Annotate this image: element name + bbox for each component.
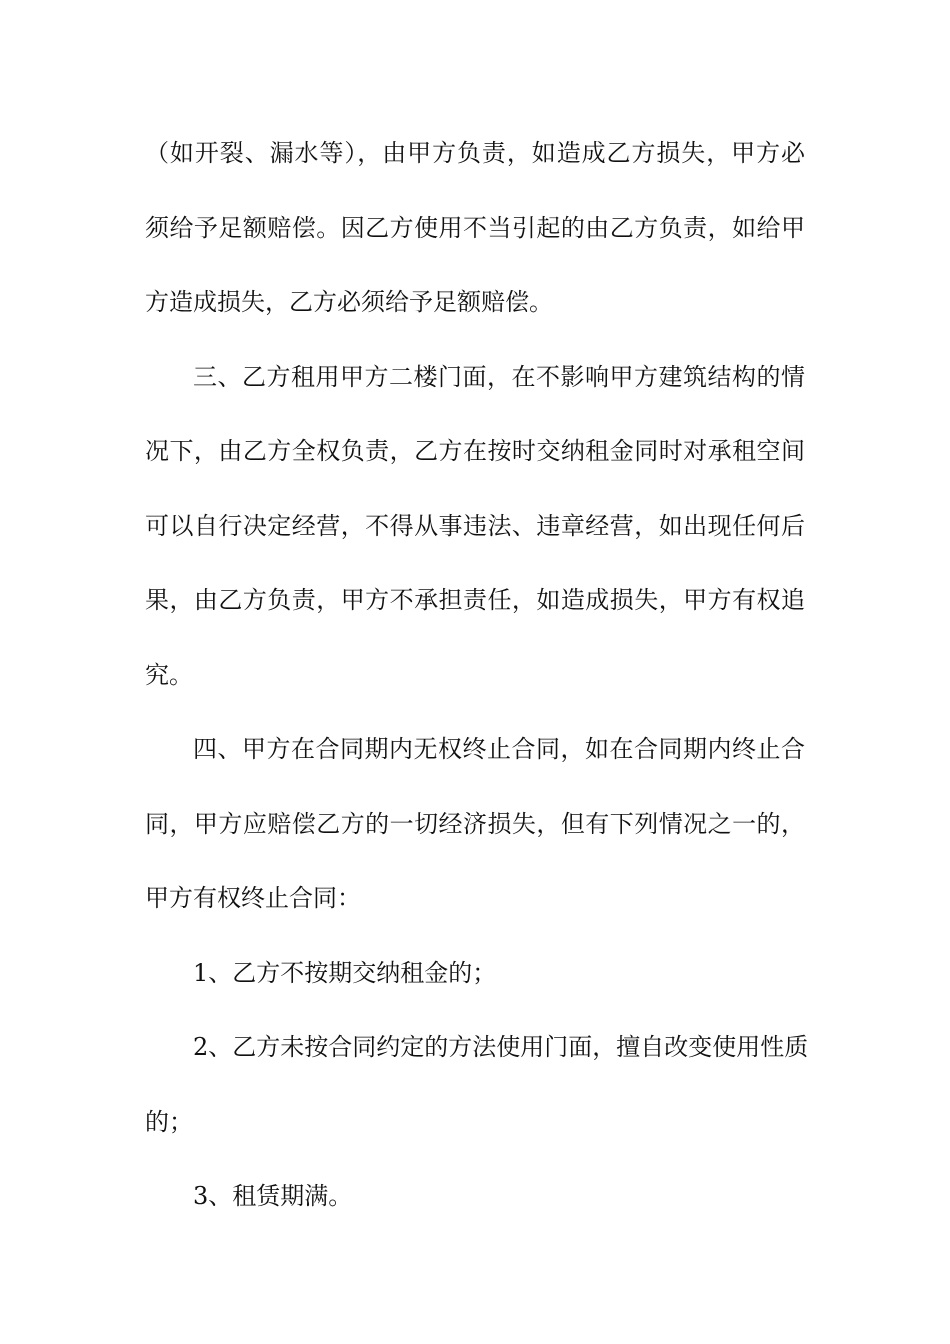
line-text: 3、租赁期满。 [193,1182,353,1210]
line-text: 方造成损失，乙方必须给予足额赔偿。 [145,288,553,316]
line-text: 2、乙方未按合同约定的方法使用门面，擅自改变使用性质 [193,1033,809,1061]
line-text: 四、甲方在合同期内无权终止合同，如在合同期内终止合 [193,735,805,763]
text-line [0,208,950,248]
line-text: 三、乙方租用甲方二楼门面，在不影响甲方建筑结构的情 [193,363,805,391]
line-text: 甲方有权终止合同： [145,884,361,912]
text-line [0,580,950,620]
text-line [0,133,950,173]
line-text: 同，甲方应赔偿乙方的一切经济损失，但有下列情况之一的， [145,810,805,838]
text-line [0,1027,950,1067]
line-text: （如开裂、漏水等），由甲方负责，如造成乙方损失，甲方必 [145,139,805,167]
text-line [0,431,950,471]
line-text: 的； [145,1108,193,1136]
text-line [0,878,950,918]
text-line [0,1176,950,1216]
text-line [0,282,950,322]
line-text: 况下，由乙方全权负责，乙方在按时交纳租金同时对承租空间 [145,437,805,465]
line-text: 须给予足额赔偿。因乙方使用不当引起的由乙方负责，如给甲 [145,214,805,242]
text-line [0,729,950,769]
line-text: 果，由乙方负责，甲方不承担责任，如造成损失，甲方有权追 [145,586,805,614]
text-line [0,655,950,695]
line-text: 可以自行决定经营，不得从事违法、违章经营，如出现任何后 [145,512,805,540]
line-text: 究。 [145,661,193,689]
text-line [0,357,950,397]
text-line [0,953,950,993]
text-line [0,506,950,546]
line-text: 1、乙方不按期交纳租金的； [193,959,497,987]
text-line [0,804,950,844]
text-line [0,1102,950,1142]
